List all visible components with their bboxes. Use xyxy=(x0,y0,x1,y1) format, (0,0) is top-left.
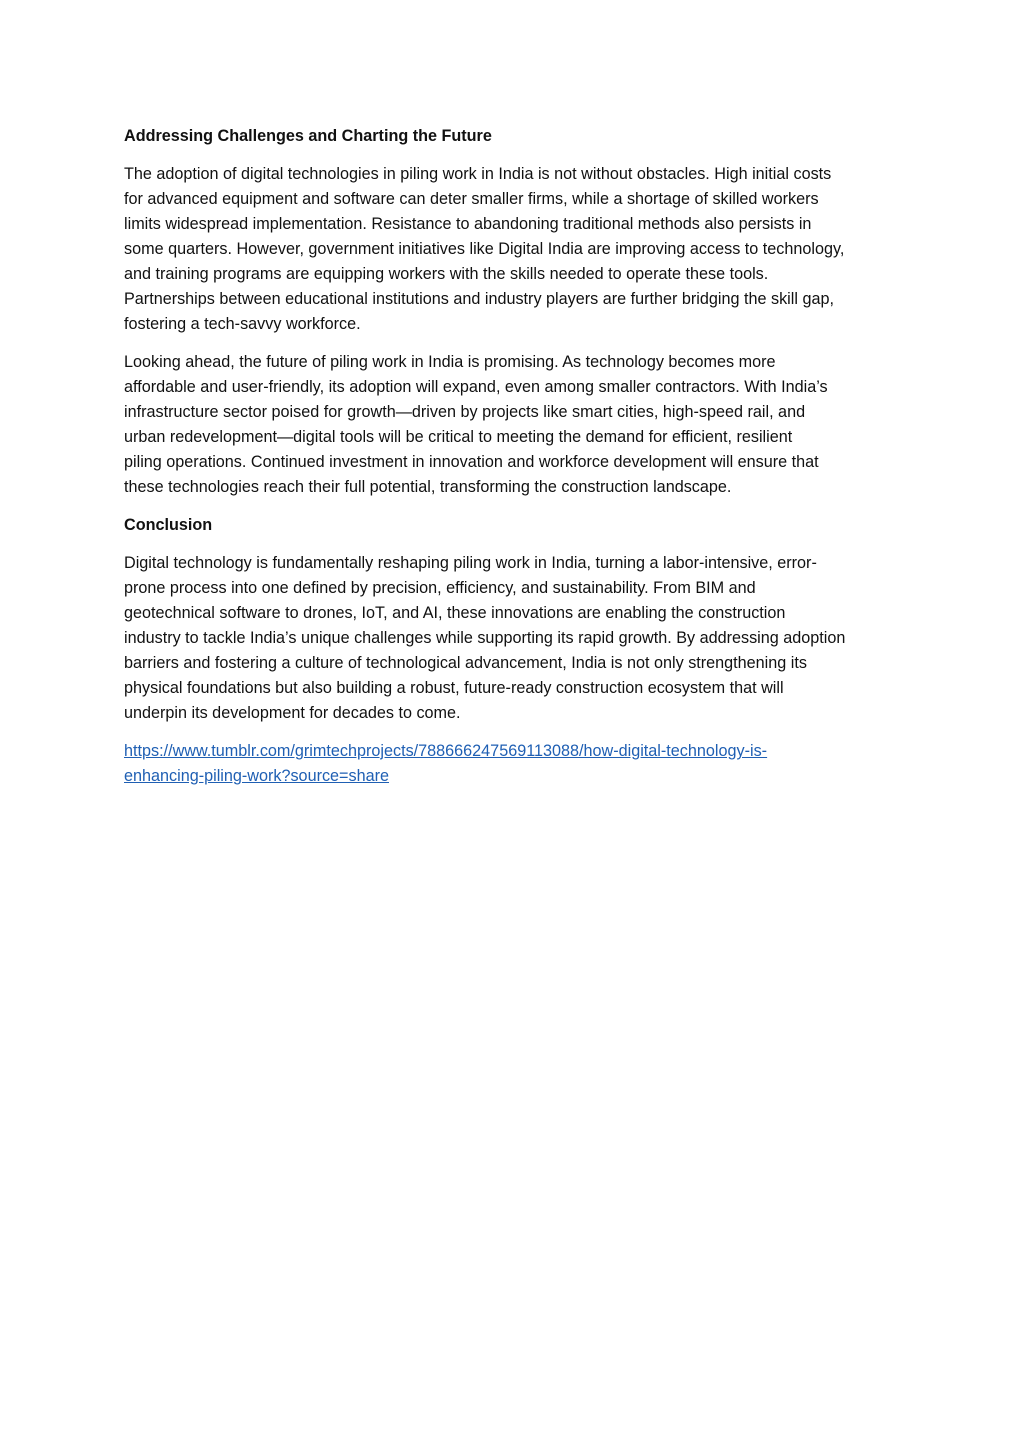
text-line: prone process into one defined by precision, efficiency, and sustainability. From BIM and xyxy=(124,579,756,597)
text-line: for advanced equipment and software can deter smaller firms, while a shortage of skilled workers xyxy=(124,190,819,208)
text-line: infrastructure sector poised for growth—driven by projects like smart cities, high-speed rail, and xyxy=(124,403,806,421)
text-line: Digital technology is fundamentally reshaping piling work in India, turning a labor-intensive, error- xyxy=(124,554,817,572)
link-line[interactable]: enhancing-piling-work?source=share xyxy=(124,767,389,785)
text-line: underpin its development for decades to come. xyxy=(124,704,461,722)
source-link-block xyxy=(124,739,904,789)
text-line: some quarters. However, government initiatives like Digital India are improving access to technology, xyxy=(124,240,845,258)
text-line: The adoption of digital technologies in piling work in India is not without obstacles. High initial costs xyxy=(124,165,832,183)
text-line: Looking ahead, the future of piling work in India is promising. As technology becomes more xyxy=(124,353,776,371)
text-line: and training programs are equipping workers with the skills needed to operate these tools. xyxy=(124,265,769,283)
paragraph-conclusion xyxy=(124,551,904,726)
text-line: geotechnical software to drones, IoT, and AI, these innovations are enabling the construction xyxy=(124,604,786,622)
paragraph-future xyxy=(124,350,904,500)
text-line: piling operations. Continued investment in innovation and workforce development will ensure that xyxy=(124,453,819,471)
paragraph-obstacles xyxy=(124,162,904,337)
section-heading-challenges: Addressing Challenges and Charting the Future xyxy=(124,127,492,145)
text-line: industry to tackle India’s unique challenges while supporting its rapid growth. By addressing adoption xyxy=(124,629,846,647)
document-body xyxy=(124,124,904,789)
link-line[interactable]: https://www.tumblr.com/grimtechprojects/788666247569113088/how-digital-technology-is- xyxy=(124,742,768,760)
text-line: barriers and fostering a culture of technological advancement, India is not only strengthening its xyxy=(124,654,807,672)
section-heading-conclusion: Conclusion xyxy=(124,516,213,534)
text-line: these technologies reach their full potential, transforming the construction landscape. xyxy=(124,478,732,496)
text-line: limits widespread implementation. Resistance to abandoning traditional methods also persists in xyxy=(124,215,812,233)
text-line: Partnerships between educational institutions and industry players are further bridging the skill gap, xyxy=(124,290,834,308)
source-link[interactable] xyxy=(124,739,904,789)
text-line: affordable and user-friendly, its adoption will expand, even among smaller contractors. With India’s xyxy=(124,378,828,396)
text-line: urban redevelopment—digital tools will be critical to meeting the demand for efficient, resilient xyxy=(124,428,793,446)
text-line: fostering a tech-savvy workforce. xyxy=(124,315,361,333)
text-line: physical foundations but also building a robust, future-ready construction ecosystem that will xyxy=(124,679,784,697)
